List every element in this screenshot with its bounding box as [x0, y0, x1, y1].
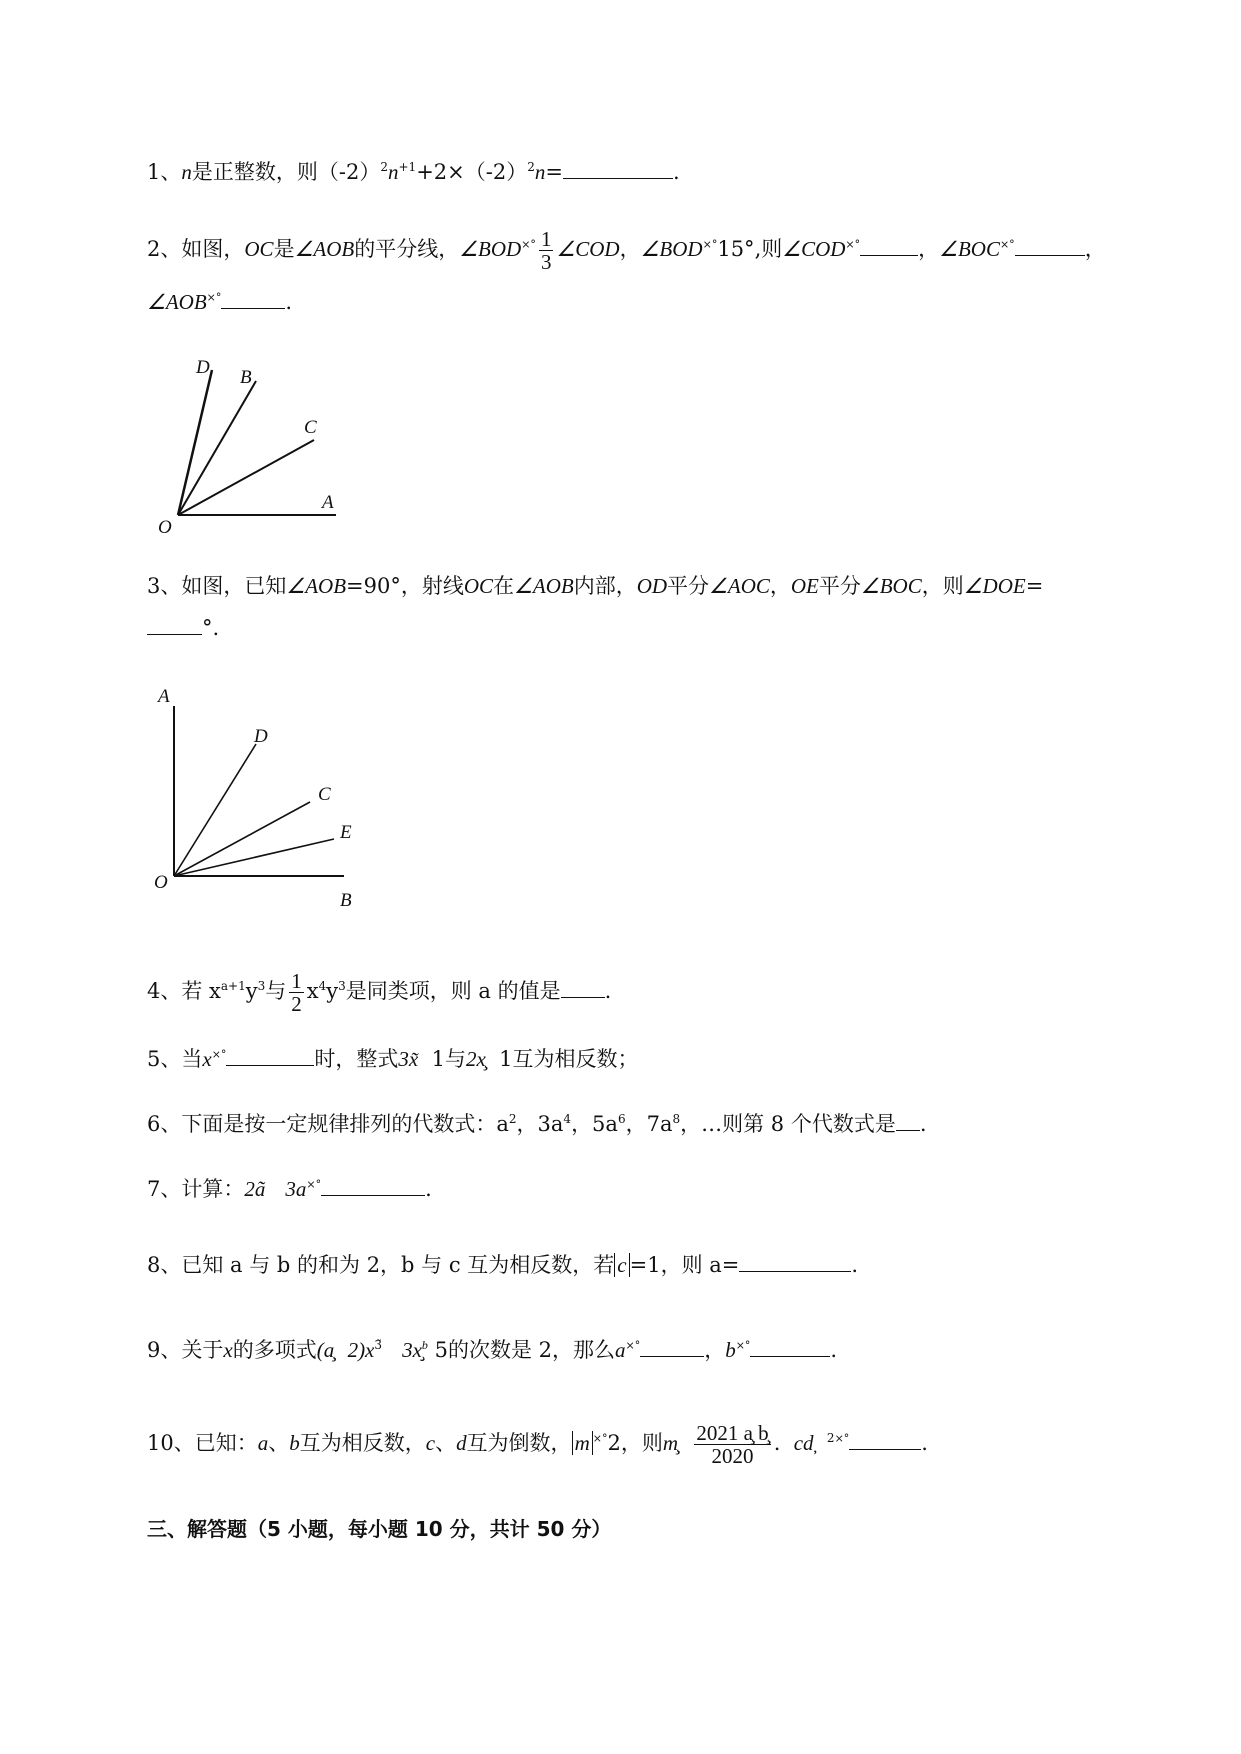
q1-sup: 2	[527, 160, 535, 174]
q2-angle: ∠COD	[782, 237, 846, 261]
q6-sup: 8	[672, 1112, 681, 1126]
q8-text: .	[851, 1253, 859, 1277]
q6-text: 6、下面是按一定规律排列的代数式：a	[147, 1112, 509, 1136]
ray-OD	[174, 744, 256, 876]
q8-answer-blank[interactable]	[739, 1253, 851, 1272]
q3-angle: ∠BOC	[860, 574, 922, 598]
q10-text: .	[921, 1431, 928, 1455]
q2-eq-mark: ×°	[521, 238, 536, 251]
q3-angle: ∠DOE	[963, 574, 1026, 598]
q2-frac-den: 3	[540, 250, 552, 274]
q5-expr: 3x̃	[398, 1047, 419, 1071]
question-9	[147, 1335, 837, 1365]
q5-number: 5、当	[147, 1047, 203, 1071]
label-A: A	[322, 492, 334, 513]
question-6	[147, 1109, 927, 1139]
q2-angle: ∠BOD	[459, 237, 522, 261]
q8-text: =1，则 a=	[629, 1253, 740, 1277]
label-O: O	[154, 872, 168, 893]
q5-eq-mark: ×°	[211, 1048, 227, 1061]
q9-sup: b	[421, 1338, 428, 1352]
q6-text: ，7a	[625, 1112, 673, 1136]
question-10	[147, 1422, 928, 1467]
q4-sup: 3	[257, 979, 266, 993]
q3-text: 内部，	[573, 574, 637, 598]
q6-sup: 2	[508, 1112, 517, 1126]
label-B: B	[340, 890, 352, 911]
q4-var: x	[306, 979, 319, 1003]
q2-value: 15°	[717, 237, 755, 261]
q2-text: ，	[918, 237, 940, 261]
q5-expr: 2x̧	[465, 1047, 486, 1071]
q2-angle: ∠COD	[556, 237, 620, 261]
question-4	[147, 970, 611, 1015]
q10-answer-blank[interactable]	[849, 1431, 921, 1450]
question-3	[147, 571, 1043, 601]
q10-var: m̧	[662, 1431, 678, 1455]
q6-sup: 6	[617, 1112, 626, 1126]
q5-var: x	[202, 1047, 212, 1071]
question-2-line2	[147, 287, 292, 317]
q10-abs-value: m	[572, 1431, 593, 1455]
q1-var: n	[387, 160, 399, 184]
ray-OC	[174, 802, 310, 876]
q3-text: =90°，射线	[346, 574, 464, 598]
q10-sup: 2	[826, 1431, 835, 1445]
question-3-line2	[147, 613, 219, 643]
q10-text: 、	[268, 1431, 290, 1455]
q9-answer-blank-b[interactable]	[750, 1338, 830, 1357]
q2-text: ，	[619, 237, 641, 261]
q2-answer-blank-aob[interactable]	[221, 290, 285, 309]
q10-var: a	[257, 1431, 269, 1455]
q2-text: .	[285, 290, 293, 314]
q2-text: 是	[273, 237, 295, 261]
q9-text: 5的次数是 2，那么	[434, 1338, 615, 1362]
q9-text: ，	[704, 1338, 726, 1362]
q9-expr: 3x	[402, 1338, 422, 1362]
q2-eq-mark: ×°	[845, 238, 861, 251]
q2-ray: OC	[244, 237, 274, 261]
q9-number: 9、关于	[147, 1338, 224, 1362]
label-D: D	[254, 726, 268, 747]
q8-abs-value: c	[614, 1253, 629, 1277]
q10-fraction	[694, 1422, 770, 1467]
label-C: C	[318, 784, 331, 805]
q10-text: 互为倒数，	[466, 1431, 572, 1455]
q3-text: =	[1025, 574, 1044, 598]
q3-angle: ∠AOB	[514, 574, 574, 598]
q2-angle: ∠AOB	[294, 237, 355, 261]
q4-frac-num: 1	[291, 969, 302, 993]
question-1	[147, 157, 680, 187]
q6-text: ，3a	[516, 1112, 564, 1136]
figure-1-angle-diagram	[150, 355, 360, 540]
q4-text: 与	[265, 979, 287, 1003]
q4-answer-blank[interactable]	[561, 979, 605, 998]
q5-answer-blank[interactable]	[226, 1047, 314, 1066]
question-2	[147, 228, 1106, 273]
q3-text: °.	[202, 616, 220, 640]
q2-angle: ∠BOD	[640, 237, 703, 261]
q10-text: 互为相反数，	[299, 1431, 426, 1455]
label-O: O	[158, 517, 172, 538]
q9-text: .	[830, 1338, 838, 1362]
q10-text: 、	[435, 1431, 457, 1455]
q7-expr: 3a	[285, 1177, 307, 1201]
q1-text: =	[545, 160, 563, 184]
q1-var: n	[181, 160, 192, 184]
q4-sup: a+1	[220, 979, 246, 993]
q9-var: b	[725, 1338, 736, 1362]
q10-frac-num: 2021 a̧ b̧	[696, 1421, 769, 1445]
q2-number: 2、如图，	[147, 237, 245, 261]
q5-text: 1与	[431, 1047, 466, 1071]
q3-angle: ∠AOC	[709, 574, 770, 598]
q10-eq-mark: ×°	[592, 1432, 608, 1445]
q9-eq-mark: ×°	[735, 1339, 751, 1352]
q3-text: ，	[769, 574, 791, 598]
q3-ray: OE	[790, 574, 819, 598]
q10-var: c	[425, 1431, 436, 1455]
ray-OE	[174, 839, 334, 876]
q2-angle: ∠BOC	[939, 237, 1000, 261]
q6-answer-blank[interactable]	[896, 1112, 920, 1131]
q7-answer-blank[interactable]	[321, 1177, 425, 1196]
q3-text: 在	[493, 574, 515, 598]
q9-var: a	[614, 1338, 626, 1362]
label-D: D	[196, 357, 210, 378]
ray-OB	[178, 381, 256, 515]
q2-eq-mark: ×°	[702, 238, 718, 251]
label-A: A	[158, 686, 170, 707]
q10-text: .	[773, 1431, 781, 1455]
q7-eq-mark: ×°	[306, 1178, 322, 1191]
q4-fraction	[289, 970, 304, 1015]
q7-text: .	[425, 1177, 432, 1201]
q9-expr: (a̧	[316, 1338, 335, 1362]
q1-var: n	[534, 160, 546, 184]
q2-frac-num: 1	[540, 227, 552, 251]
q1-text: .	[672, 160, 680, 184]
q4-sup: 4	[318, 979, 327, 993]
q1-text: +2×（-2）	[416, 160, 528, 184]
q4-sup: 3	[338, 979, 346, 993]
q10-var: d	[456, 1431, 467, 1455]
q3-answer-blank[interactable]	[147, 616, 202, 635]
q3-ray: OD	[636, 574, 668, 598]
q9-sup: 3̃	[374, 1338, 383, 1352]
q10-frac-den: 2020	[711, 1444, 754, 1468]
question-5	[147, 1044, 639, 1074]
question-7	[147, 1174, 432, 1204]
q3-number: 3、如图，已知	[147, 574, 287, 598]
q2-eq-mark: ×°	[206, 291, 222, 304]
label-E: E	[340, 822, 352, 843]
q1-answer-blank[interactable]	[563, 160, 673, 179]
q2-angle: ∠AOB	[147, 290, 207, 314]
q3-text: ，则	[921, 574, 964, 598]
q5-text: 时，整式	[314, 1047, 399, 1071]
q7-number: 7、计算：	[147, 1177, 245, 1201]
q4-text: 是同类项，则 a 的值是	[345, 979, 561, 1003]
ray-OC	[178, 440, 314, 515]
q2-answer-blank-boc[interactable]	[1015, 237, 1085, 256]
q4-var: y	[245, 979, 258, 1003]
q3-text: 平分	[818, 574, 861, 598]
q9-expr: 2)x	[347, 1338, 375, 1362]
q2-eq-mark: ×°	[999, 238, 1015, 251]
q6-text: ，…则第 8 个代数式是	[680, 1112, 896, 1136]
q4-number: 4、若 x	[147, 979, 221, 1003]
q2-fraction	[539, 228, 554, 273]
q1-text: 是正整数，则（-2）	[191, 160, 381, 184]
q7-expr: 2ã	[244, 1177, 266, 1201]
q8-text: 8、已知 a 与 b 的和为 2，b 与 c 互为相反数，若	[147, 1253, 615, 1277]
q1-sup: 2	[380, 160, 388, 174]
q10-text: 2，则	[607, 1431, 663, 1455]
q2-answer-blank-cod[interactable]	[860, 237, 918, 256]
q3-ray: OC	[463, 574, 494, 598]
q10-number: 10、已知：	[147, 1431, 258, 1455]
q5-text: 1互为相反数；	[499, 1047, 639, 1071]
q6-text: .	[919, 1112, 927, 1136]
figure-2-angle-diagram	[150, 680, 370, 920]
q1-number: 1、	[147, 160, 182, 184]
label-C: C	[304, 417, 317, 438]
q9-answer-blank-a[interactable]	[640, 1338, 704, 1357]
q4-frac-den: 2	[291, 992, 302, 1016]
q10-expr: cd̦	[793, 1431, 814, 1455]
question-8	[147, 1250, 858, 1280]
q4-text: .	[604, 979, 612, 1003]
q3-angle: ∠AOB	[286, 574, 347, 598]
q2-text: 的平分线，	[354, 237, 460, 261]
section-heading: 三、解答题（5 小题，每小题 10 分，共计 50 分）	[147, 1517, 612, 1541]
q10-eq-mark: ×°	[834, 1432, 850, 1445]
q2-text: ,则	[754, 237, 783, 261]
ray-OD	[178, 370, 212, 515]
q9-eq-mark: ×°	[625, 1339, 641, 1352]
q9-var: x	[223, 1338, 233, 1362]
q6-sup: 4	[563, 1112, 572, 1126]
q1-sup: +1	[398, 160, 417, 174]
q9-text: 的多项式	[232, 1338, 317, 1362]
label-B: B	[240, 367, 252, 388]
q3-text: 平分	[667, 574, 710, 598]
q2-text: ，	[1084, 237, 1106, 261]
q4-var: y	[326, 979, 339, 1003]
q10-var: b	[289, 1431, 300, 1455]
q6-text: ，5a	[571, 1112, 618, 1136]
